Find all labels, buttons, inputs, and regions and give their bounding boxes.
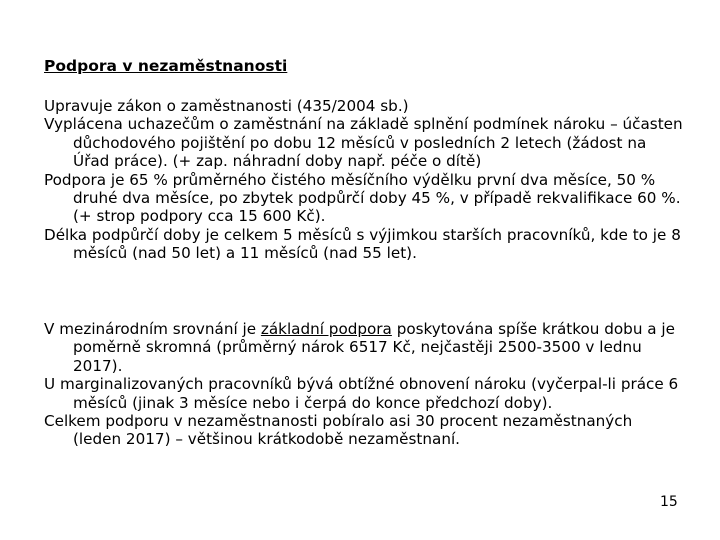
paragraph-international (44, 320, 684, 375)
paragraph-eligibility: Vyplácena uchazečům o zaměstnání na základě splnění podmínek nároku – účasten důchodového pojištění po dobu 12 měsíců v posledních 2 letech (žádost na Úřad práce). (+ zap. náhradní doby např. péče o dítě) (44, 115, 683, 171)
paragraph-total: Celkem podporu v nezaměstnanosti pobíralo asi 30 procent nezaměstnaných (leden 2017) – většinou krátkodobě nezaměstnaní. (44, 412, 633, 449)
paragraph-duration: Délka podpůrčí doby je celkem 5 měsíců s výjimkou starších pracovníků, kde to je 8 měsíců (nad 50 let) a 11 měsíců (nad 55 let). (44, 225, 681, 263)
page-number: 15 (660, 494, 678, 510)
underlined-term: základní podpora (260, 320, 392, 338)
text-after-link: poskytována spíše krátkou dobu a je poměrně skromná (průměrný nárok 6517 Kč, nejčastěji 2500-3500 v lednu 2017). (73, 320, 675, 375)
paragraph-marginalized: U marginalizovaných pracovníků bývá obtížné obnovení nároku (vyčerpal-li práce 6 měsíců (jinak 3 měsíce nebo i čerpá do konce předchozí doby). (44, 375, 679, 412)
slide-title: Podpora v nezaměstnanosti (44, 57, 288, 75)
paragraph-amount: Podpora je 65 % průměrného čistého měsíčního výdělku první dva měsíce, 50 % druhé dva měsíce, po zbytek podpůrčí doby 45 %, v případě rekvalifikace 60 %. (+ strop podpory cca 15 600 Kč). (44, 170, 681, 226)
paragraph-law: Upravuje zákon o zaměstnanosti (435/2004 sb.) (44, 97, 409, 115)
text-block-legal (44, 97, 684, 263)
text-block-comparison (44, 320, 684, 449)
text-before-link: V mezinárodním srovnání je (44, 320, 261, 338)
